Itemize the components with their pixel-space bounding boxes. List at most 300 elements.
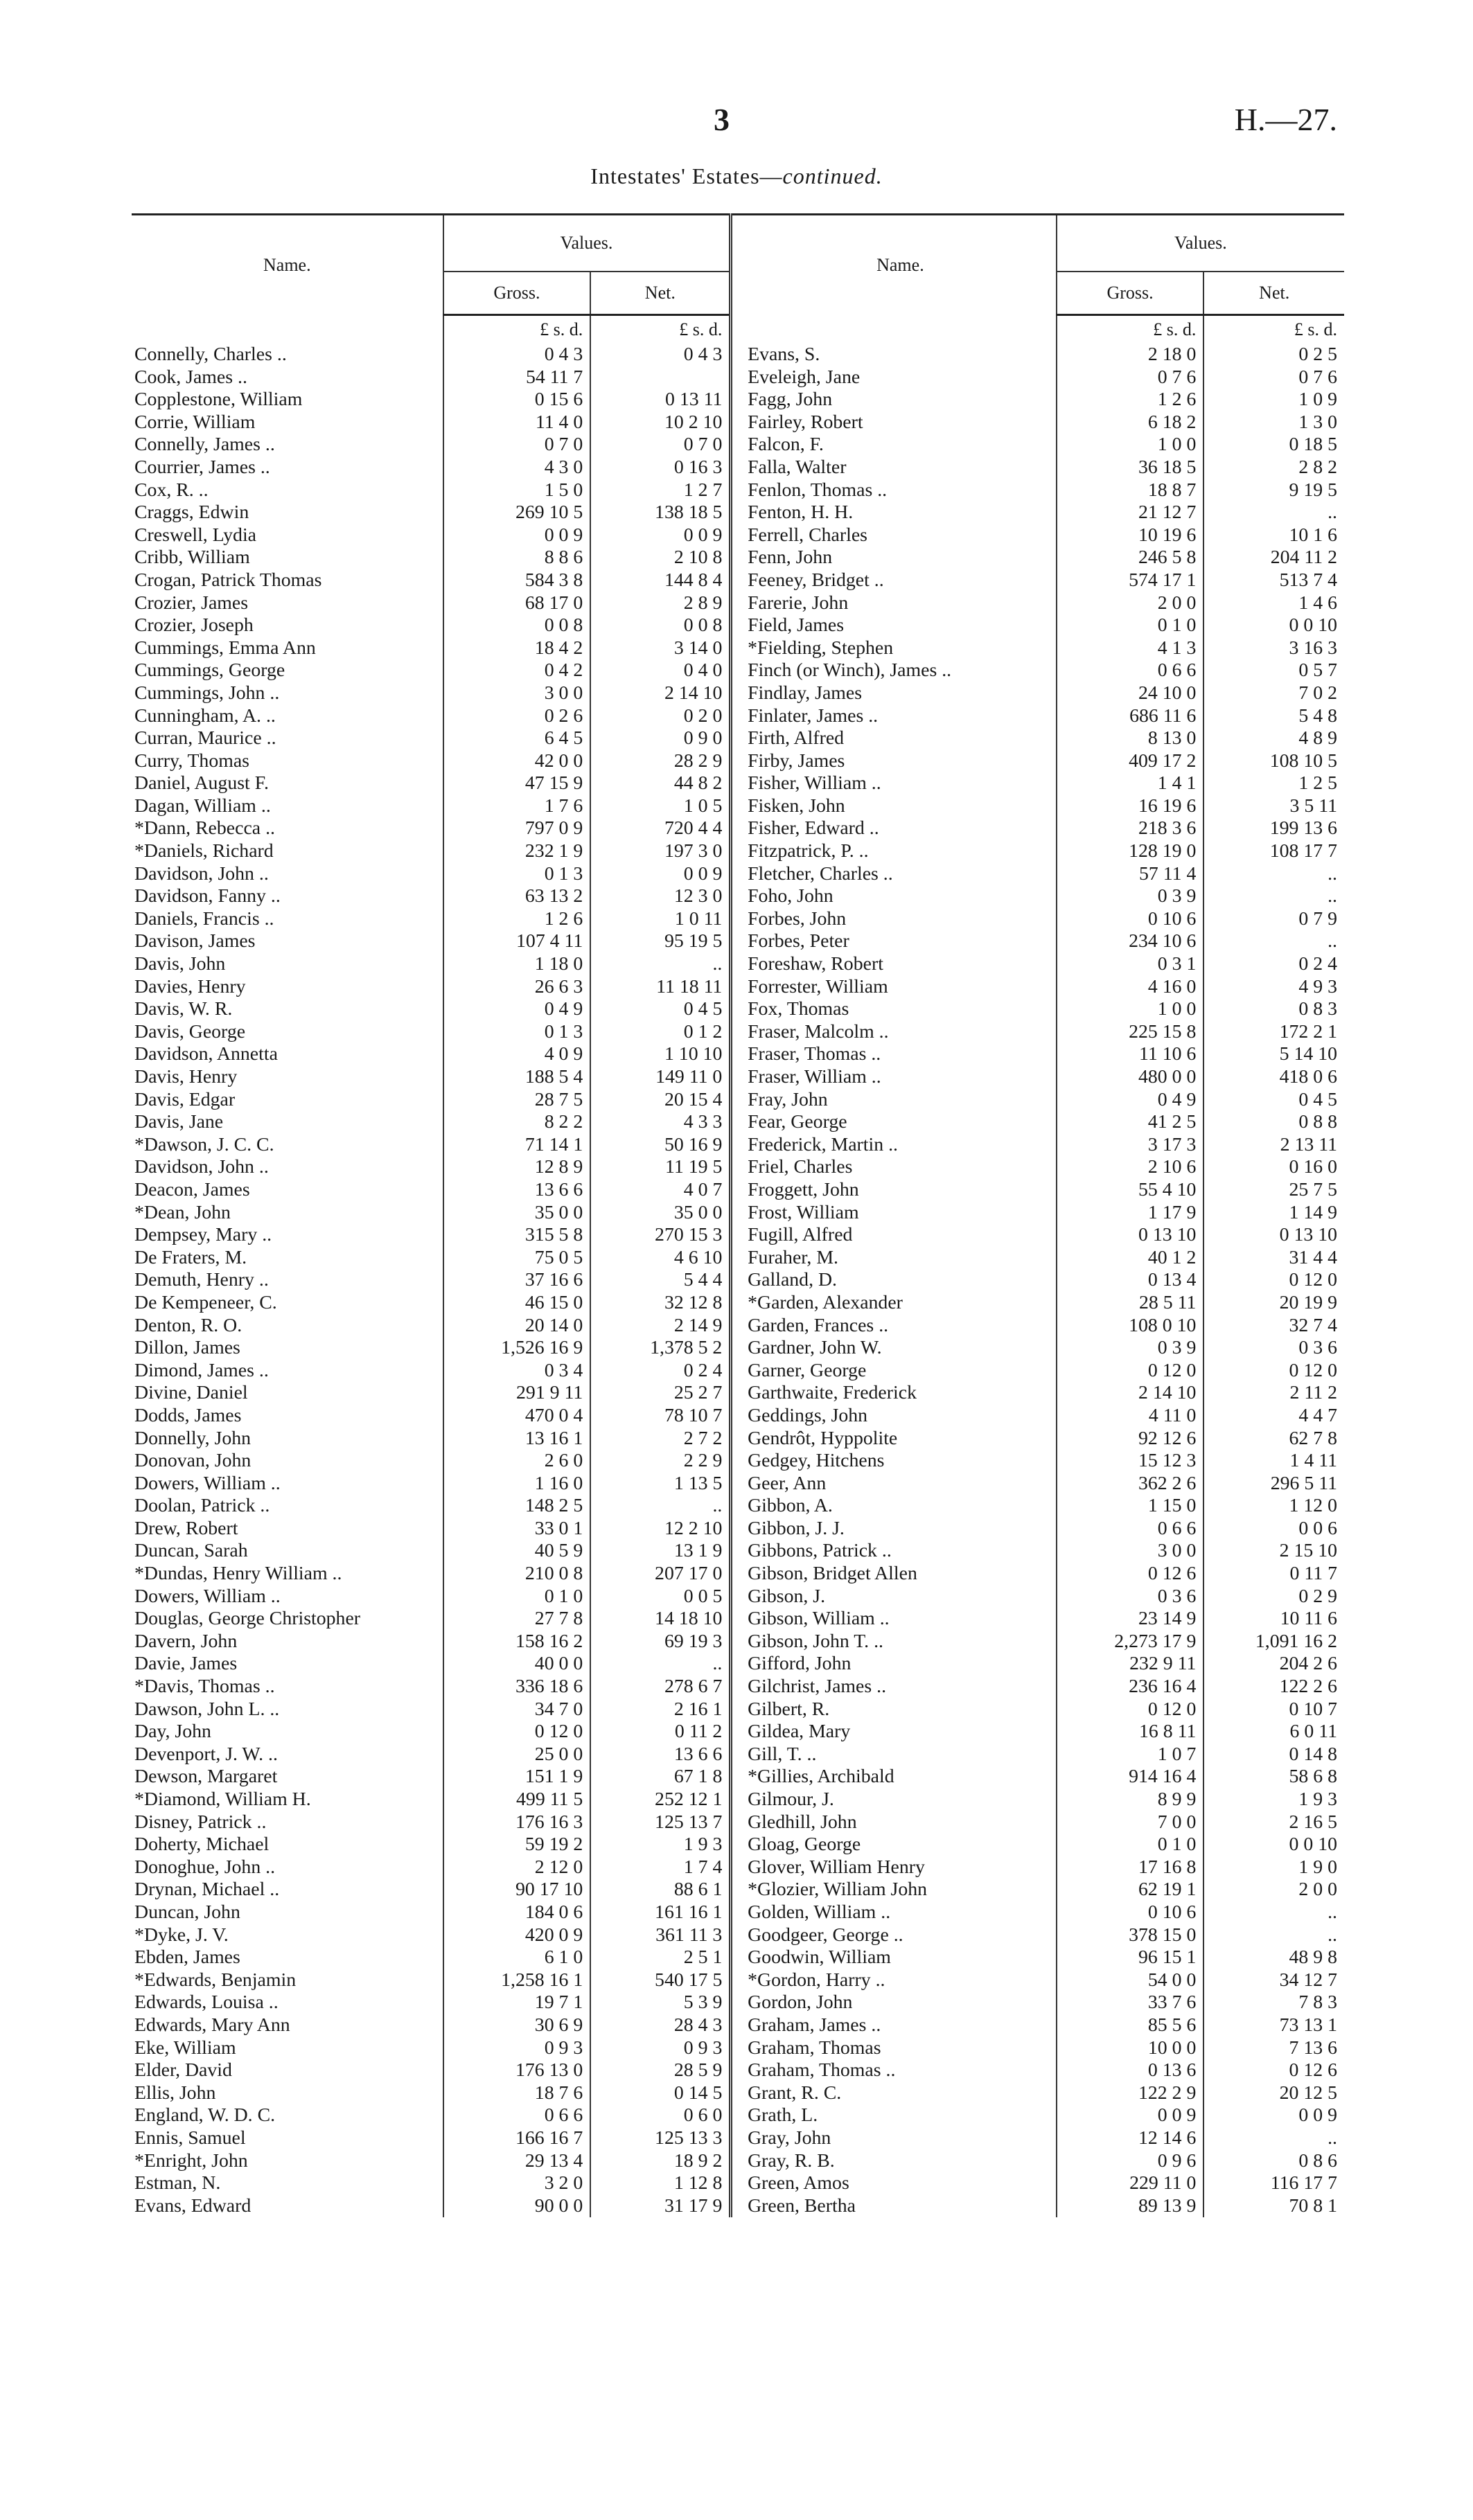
- gross-header-right: Gross.: [1057, 272, 1204, 315]
- net-value: ..: [1203, 2127, 1344, 2150]
- net-value: 0 3 6: [1203, 1337, 1344, 1360]
- net-value: 0 9 0: [590, 727, 731, 750]
- net-value: 0 4 5: [590, 998, 731, 1021]
- estate-name: Gardner, John W.: [748, 1337, 882, 1359]
- net-value: 0 9 3: [590, 2037, 731, 2060]
- net-value: ..: [1203, 1901, 1344, 1924]
- estate-name: Forrester, William: [748, 975, 888, 997]
- estate-name: Drynan, Michael ..: [134, 1879, 280, 1901]
- gross-value: 26 6 3: [443, 976, 591, 999]
- net-value: 0 1 2: [590, 1021, 731, 1044]
- net-value: 31 4 4: [1203, 1247, 1344, 1270]
- gross-value: 4 16 0: [1057, 976, 1204, 999]
- estate-name: Geer, Ann: [748, 1472, 827, 1494]
- gross-value: 0 13 10: [1057, 1224, 1204, 1247]
- estate-name: Gilchrist, James ..: [748, 1676, 887, 1698]
- net-value: ..: [1203, 502, 1344, 524]
- net-value: 270 15 3: [590, 1224, 731, 1247]
- estate-name: De Fraters, M.: [134, 1246, 247, 1268]
- title-main: Intestates' Estates—: [590, 163, 783, 188]
- table-row: [132, 1495, 1344, 1518]
- estate-name: Cummings, John ..: [134, 682, 280, 704]
- table-row: [132, 1021, 1344, 1044]
- net-value: 1 13 5: [590, 1473, 731, 1496]
- gross-value: 16 19 6: [1057, 795, 1204, 818]
- gross-value: 0 1 0: [1057, 1834, 1204, 1856]
- table-row: [132, 1315, 1344, 1338]
- estate-name: Farerie, John: [748, 592, 849, 614]
- estate-name: Fletcher, Charles ..: [748, 862, 893, 885]
- net-value: 2 2 9: [590, 1450, 731, 1473]
- net-value: 25 7 5: [1203, 1179, 1344, 1202]
- estate-name: Elder, David: [134, 2059, 232, 2082]
- estate-name: Fisher, Edward ..: [748, 817, 879, 840]
- estate-name: Edwards, Mary Ann: [134, 2014, 290, 2036]
- estate-name: Fenton, H. H.: [748, 502, 854, 524]
- gross-value: 2 12 0: [443, 1856, 591, 1879]
- gross-value: 151 1 9: [443, 1766, 591, 1789]
- estate-name: Gray, R. B.: [748, 2149, 835, 2172]
- net-value: 9 19 5: [1203, 479, 1344, 502]
- estate-name: Davis, W. R.: [134, 998, 233, 1020]
- net-value: ..: [590, 953, 731, 976]
- estate-name: Dewson, Margaret: [134, 1766, 278, 1788]
- estate-name: *Dawson, J. C. C.: [134, 1133, 274, 1155]
- gross-value: 269 10 5: [443, 502, 591, 524]
- net-value: 2 11 2: [1203, 1382, 1344, 1405]
- estate-name: Graham, Thomas ..: [748, 2059, 896, 2082]
- table-row: [132, 637, 1344, 660]
- gross-value: 0 3 9: [1057, 1337, 1204, 1360]
- net-value: 0 0 9: [590, 863, 731, 886]
- estate-name: Corrie, William: [134, 411, 256, 433]
- estate-name: Dempsey, Mary ..: [134, 1224, 272, 1246]
- gross-value: 236 16 4: [1057, 1676, 1204, 1698]
- estate-name: Galland, D.: [748, 1269, 838, 1291]
- table-row: [132, 1043, 1344, 1066]
- table-row: [132, 434, 1344, 456]
- name-header-right: Name.: [745, 215, 1057, 315]
- estate-name: Gray, John: [748, 2127, 831, 2149]
- gross-value: 1 0 7: [1057, 1743, 1204, 1766]
- net-value: 1 0 5: [590, 795, 731, 818]
- gross-value: 0 4 9: [1057, 1089, 1204, 1112]
- gross-value: 20 14 0: [443, 1315, 591, 1338]
- estate-name: Grant, R. C.: [748, 2082, 842, 2104]
- net-value: 1 0 9: [1203, 389, 1344, 411]
- table-row: [132, 1811, 1344, 1834]
- gross-value: 63 13 2: [443, 885, 591, 908]
- gross-value: 0 13 4: [1057, 1269, 1204, 1292]
- net-value: 2 10 8: [590, 547, 731, 569]
- net-value: 1 9 3: [590, 1834, 731, 1856]
- table-row: [132, 1111, 1344, 1134]
- estate-name: Dodds, James: [134, 1404, 242, 1426]
- net-value: 0 7 0: [590, 434, 731, 456]
- estate-name: Crogan, Patrick Thomas: [134, 569, 322, 591]
- table-row: [132, 1766, 1344, 1789]
- net-value: 13 1 9: [590, 1540, 731, 1563]
- estate-name: Feeney, Bridget ..: [748, 569, 884, 591]
- estate-name: Dowers, William ..: [134, 1585, 281, 1607]
- net-value: 35 0 0: [590, 1202, 731, 1225]
- estate-name: Dillon, James: [134, 1337, 240, 1359]
- table-row: [132, 2104, 1344, 2127]
- estate-name: Gill, T. ..: [748, 1743, 817, 1765]
- gross-value: 2 6 0: [443, 1450, 591, 1473]
- gross-value: 0 0 8: [443, 614, 591, 637]
- gross-value: 11 4 0: [443, 411, 591, 434]
- net-value: 1 4 11: [1203, 1450, 1344, 1473]
- estate-name: Gilmour, J.: [748, 1789, 834, 1810]
- estate-name: Goodgeer, George ..: [748, 1924, 903, 1946]
- gross-value: 0 10 6: [1057, 1901, 1204, 1924]
- estate-name: Davidson, Fanny ..: [134, 885, 281, 907]
- net-value: ..: [1203, 1924, 1344, 1947]
- gross-value: 0 6 6: [1057, 1518, 1204, 1541]
- table-row: [132, 817, 1344, 840]
- gross-value: 584 3 8: [443, 569, 591, 592]
- table-row: [132, 705, 1344, 728]
- estate-name: Davies, Henry: [134, 975, 246, 997]
- gross-value: 0 1 0: [443, 1586, 591, 1608]
- estate-name: Doherty, Michael: [134, 1834, 270, 1856]
- gross-value: 34 7 0: [443, 1698, 591, 1721]
- table-row: [132, 1946, 1344, 1969]
- estate-name: Fenlon, Thomas ..: [748, 479, 888, 501]
- estate-name: *Edwards, Benjamin: [134, 1969, 297, 1991]
- net-value: 2 15 10: [1203, 1540, 1344, 1563]
- net-value: 58 6 8: [1203, 1766, 1344, 1789]
- estate-name: Fugill, Alfred: [748, 1224, 853, 1246]
- net-value: 12 3 0: [590, 885, 731, 908]
- estate-name: Fenn, John: [748, 547, 833, 569]
- net-value: 0 13 11: [590, 389, 731, 411]
- table-row: [132, 614, 1344, 637]
- estate-name: Courrier, James ..: [134, 456, 270, 478]
- net-value: 3 16 3: [1203, 637, 1344, 660]
- estate-name: Furaher, M.: [748, 1246, 838, 1268]
- estate-name: Cox, R. ..: [134, 479, 209, 501]
- net-header-left: Net.: [590, 272, 731, 315]
- table-row: [132, 682, 1344, 705]
- estate-name: Forbes, John: [748, 907, 847, 930]
- estate-name: Gordon, John: [748, 1991, 853, 2014]
- net-value: 0 4 5: [1203, 1089, 1344, 1112]
- estate-name: Eke, William: [134, 2037, 236, 2059]
- table-row: [132, 411, 1344, 434]
- estate-name: Fisher, William ..: [748, 772, 881, 795]
- net-value: ..: [1203, 863, 1344, 886]
- gross-value: 4 11 0: [1057, 1405, 1204, 1428]
- net-value: 0 16 3: [590, 456, 731, 479]
- gross-value: 0 7 6: [1057, 366, 1204, 389]
- gross-value: 23 14 9: [1057, 1608, 1204, 1631]
- gross-value: 75 0 5: [443, 1247, 591, 1270]
- net-value: 418 0 6: [1203, 1066, 1344, 1089]
- net-value: 0 18 5: [1203, 434, 1344, 456]
- estate-name: Davis, Henry: [134, 1066, 238, 1088]
- table-row: [132, 1676, 1344, 1698]
- table-row: [132, 502, 1344, 524]
- net-value: 11 18 11: [590, 976, 731, 999]
- gross-value: 0 12 6: [1057, 1563, 1204, 1586]
- estate-name: Drew, Robert: [134, 1517, 238, 1539]
- estate-name: *Dean, John: [134, 1201, 231, 1223]
- estate-name: Doolan, Patrick ..: [134, 1495, 270, 1517]
- estate-name: Field, James: [748, 614, 845, 637]
- table-row: [132, 2172, 1344, 2195]
- estate-name: *Dundas, Henry William ..: [134, 1563, 342, 1585]
- net-value: 296 5 11: [1203, 1473, 1344, 1496]
- net-value: 0 8 3: [1203, 998, 1344, 1021]
- estate-name: Finlater, James ..: [748, 704, 879, 727]
- net-value: 116 17 7: [1203, 2172, 1344, 2195]
- table-row: [132, 1450, 1344, 1473]
- net-value: ..: [1203, 885, 1344, 908]
- estate-name: Friel, Charles: [748, 1156, 853, 1178]
- net-value: 0 12 6: [1203, 2059, 1344, 2082]
- gross-value: 29 13 4: [443, 2150, 591, 2173]
- title-continued: continued.: [782, 163, 883, 188]
- estate-name: Davidson, John ..: [134, 1156, 269, 1178]
- net-value: 2 16 1: [590, 1698, 731, 1721]
- estate-name: Divine, Daniel: [134, 1382, 248, 1404]
- net-value: 78 10 7: [590, 1405, 731, 1428]
- gross-value: 54 11 7: [443, 366, 591, 389]
- net-value: 1 7 4: [590, 1856, 731, 1879]
- estate-name: Gloag, George: [748, 1834, 861, 1856]
- gross-value: 2 0 0: [1057, 592, 1204, 615]
- estate-name: Davern, John: [134, 1630, 238, 1652]
- net-value: 73 13 1: [1203, 2014, 1344, 2037]
- table-row: [132, 479, 1344, 502]
- gross-value: 0 12 0: [1057, 1360, 1204, 1383]
- net-value: 0 2 0: [590, 705, 731, 728]
- estate-name: Frederick, Martin ..: [748, 1133, 898, 1155]
- gross-value: 1 5 0: [443, 479, 591, 502]
- gross-value: 62 19 1: [1057, 1879, 1204, 1901]
- estate-name: Gendrôt, Hyppolite: [748, 1427, 898, 1449]
- gross-value: 0 1 3: [443, 1021, 591, 1044]
- net-value: 34 12 7: [1203, 1969, 1344, 1992]
- net-value: 144 8 4: [590, 569, 731, 592]
- gross-value: 0 10 6: [1057, 908, 1204, 931]
- gross-value: 1 15 0: [1057, 1495, 1204, 1518]
- table-row: [132, 456, 1344, 479]
- gross-value: 409 17 2: [1057, 750, 1204, 773]
- estate-name: Donovan, John: [134, 1450, 252, 1472]
- values-header-right: Values.: [1057, 215, 1344, 272]
- gross-value: 21 12 7: [1057, 502, 1204, 524]
- estate-name: Denton, R. O.: [134, 1314, 242, 1336]
- estate-name: Graham, James ..: [748, 2014, 881, 2036]
- gross-value: 8 9 9: [1057, 1789, 1204, 1811]
- table-row: [132, 795, 1344, 818]
- gross-value: 108 0 10: [1057, 1315, 1204, 1338]
- gross-value: 229 11 0: [1057, 2172, 1204, 2195]
- estate-name: *Garden, Alexander: [748, 1291, 903, 1313]
- gross-value: 0 12 0: [1057, 1698, 1204, 1721]
- table-row: [132, 2127, 1344, 2150]
- gross-value: 35 0 0: [443, 1202, 591, 1225]
- estate-name: Curry, Thomas: [134, 749, 249, 772]
- gross-value: 470 0 4: [443, 1405, 591, 1428]
- table-row: [132, 1428, 1344, 1450]
- net-value: 0 2 4: [590, 1360, 731, 1383]
- estate-name: Copplestone, William: [134, 389, 303, 411]
- net-value: 20 19 9: [1203, 1292, 1344, 1315]
- estate-name: Deacon, James: [134, 1178, 250, 1200]
- estate-name: Gibson, John T. ..: [748, 1630, 883, 1652]
- gross-value: 27 7 8: [443, 1608, 591, 1631]
- estate-name: Evans, Edward: [134, 2194, 252, 2217]
- estate-name: Foreshaw, Robert: [748, 953, 883, 975]
- estate-name: Connelly, Charles ..: [134, 344, 287, 365]
- gross-value: 2 14 10: [1057, 1382, 1204, 1405]
- gross-value: 8 2 2: [443, 1111, 591, 1134]
- gross-value: 1 16 0: [443, 1473, 591, 1496]
- net-value: 2 16 5: [1203, 1811, 1344, 1834]
- net-value: 28 4 3: [590, 2014, 731, 2037]
- estate-name: Finch (or Winch), James ..: [748, 659, 952, 682]
- estate-name: Fray, John: [748, 1088, 828, 1110]
- estate-name: Garthwaite, Frederick: [748, 1382, 917, 1404]
- net-value: 172 2 1: [1203, 1021, 1344, 1044]
- table-row: [132, 953, 1344, 976]
- estate-name: De Kempeneer, C.: [134, 1291, 277, 1313]
- gross-value: 0 0 9: [443, 524, 591, 547]
- table-row: [132, 659, 1344, 682]
- net-value: 0 4 0: [590, 659, 731, 682]
- net-value: 32 7 4: [1203, 1315, 1344, 1338]
- gross-value: 16 8 11: [1057, 1721, 1204, 1743]
- table-row: [132, 1405, 1344, 1428]
- estate-name: Disney, Patrick ..: [134, 1811, 267, 1833]
- net-value: 1,378 5 2: [590, 1337, 731, 1360]
- table-row: [132, 592, 1344, 615]
- units-net-right: £ s. d.: [1203, 315, 1344, 344]
- net-value: 18 9 2: [590, 2150, 731, 2173]
- gross-value: 59 19 2: [443, 1834, 591, 1856]
- net-value: 70 8 1: [1203, 2195, 1344, 2218]
- table-row: [132, 750, 1344, 773]
- table-row: [132, 1901, 1344, 1924]
- net-value: 5 14 10: [1203, 1043, 1344, 1066]
- table-row: [132, 1608, 1344, 1631]
- gross-value: 3 0 0: [443, 682, 591, 705]
- net-value: 125 13 7: [590, 1811, 731, 1834]
- gross-value: 2,273 17 9: [1057, 1631, 1204, 1653]
- net-value: 2 8 2: [1203, 456, 1344, 479]
- net-value: 4 9 3: [1203, 976, 1344, 999]
- gross-value: 10 0 0: [1057, 2037, 1204, 2060]
- table-row: [132, 2014, 1344, 2037]
- gross-value: 92 12 6: [1057, 1428, 1204, 1450]
- net-value: 0 12 0: [1203, 1360, 1344, 1383]
- table-row: [132, 344, 1344, 366]
- net-header-right: Net.: [1203, 272, 1344, 315]
- gross-value: 6 18 2: [1057, 411, 1204, 434]
- net-value: 0 11 2: [590, 1721, 731, 1743]
- net-value: 1 9 3: [1203, 1789, 1344, 1811]
- net-value: 252 12 1: [590, 1789, 731, 1811]
- gross-value: 0 3 6: [1057, 1586, 1204, 1608]
- estate-name: Gibbon, J. J.: [748, 1517, 845, 1539]
- estate-name: Cummings, Emma Ann: [134, 637, 316, 659]
- page-number: 3: [714, 102, 730, 137]
- table-row: [132, 1563, 1344, 1586]
- net-value: 2 14 9: [590, 1315, 731, 1338]
- gross-value: 0 1 0: [1057, 614, 1204, 637]
- gross-value: 1,258 16 1: [443, 1969, 591, 1992]
- estate-name: Cook, James ..: [134, 366, 247, 388]
- net-value: 108 17 7: [1203, 840, 1344, 863]
- gross-value: 0 6 6: [443, 2104, 591, 2127]
- net-value: 20 12 5: [1203, 2082, 1344, 2105]
- table-row: [132, 547, 1344, 569]
- net-value: 0 11 7: [1203, 1563, 1344, 1586]
- estate-name: Gildea, Mary: [748, 1721, 851, 1743]
- estate-name: Forbes, Peter: [748, 930, 849, 952]
- gross-value: 420 0 9: [443, 1924, 591, 1947]
- units-gross-left: £ s. d.: [443, 315, 591, 344]
- estate-name: Gibson, Bridget Allen: [748, 1563, 917, 1585]
- net-value: 2 7 2: [590, 1428, 731, 1450]
- net-value: 44 8 2: [590, 772, 731, 795]
- estate-name: *Gillies, Archibald: [748, 1766, 894, 1788]
- table-row: [132, 772, 1344, 795]
- net-value: ..: [1203, 930, 1344, 953]
- gross-value: 55 4 10: [1057, 1179, 1204, 1202]
- table-row: [132, 1631, 1344, 1653]
- gross-value: 13 6 6: [443, 1179, 591, 1202]
- estate-name: Fear, George: [748, 1111, 847, 1133]
- estates-table: [132, 213, 1344, 2217]
- estate-name: Ferrell, Charles: [748, 524, 867, 546]
- gross-header-left: Gross.: [443, 272, 591, 315]
- gross-value: 0 13 6: [1057, 2059, 1204, 2082]
- net-value: 28 2 9: [590, 750, 731, 773]
- gross-value: 0 0 9: [1057, 2104, 1204, 2127]
- estate-name: Eveleigh, Jane: [748, 366, 861, 388]
- gross-value: 0 9 6: [1057, 2150, 1204, 2173]
- estate-name: Fox, Thomas: [748, 998, 849, 1020]
- units-gross-right: £ s. d.: [1057, 315, 1204, 344]
- gross-value: 148 2 5: [443, 1495, 591, 1518]
- estate-name: *Gordon, Harry ..: [748, 1969, 885, 1991]
- values-header-left: Values.: [443, 215, 731, 272]
- estate-name: Davis, Edgar: [134, 1088, 236, 1110]
- table-row: [132, 1743, 1344, 1766]
- gross-value: 0 3 1: [1057, 953, 1204, 976]
- estate-name: Fitzpatrick, P. ..: [748, 840, 869, 862]
- net-value: 13 6 6: [590, 1743, 731, 1766]
- net-value: 10 11 6: [1203, 1608, 1344, 1631]
- gross-value: 89 13 9: [1057, 2195, 1204, 2218]
- net-value: 7 0 2: [1203, 682, 1344, 705]
- gross-value: 3 0 0: [1057, 1540, 1204, 1563]
- gross-value: 6 1 0: [443, 1946, 591, 1969]
- estate-name: Falcon, F.: [748, 434, 824, 456]
- gross-value: 17 16 8: [1057, 1856, 1204, 1879]
- net-value: 1 3 0: [1203, 411, 1344, 434]
- estate-name: Cummings, George: [134, 659, 285, 682]
- estate-name: Davis, Jane: [134, 1111, 224, 1133]
- gross-value: 1 18 0: [443, 953, 591, 976]
- gross-value: 19 7 1: [443, 1991, 591, 2014]
- gross-value: 13 16 1: [443, 1428, 591, 1450]
